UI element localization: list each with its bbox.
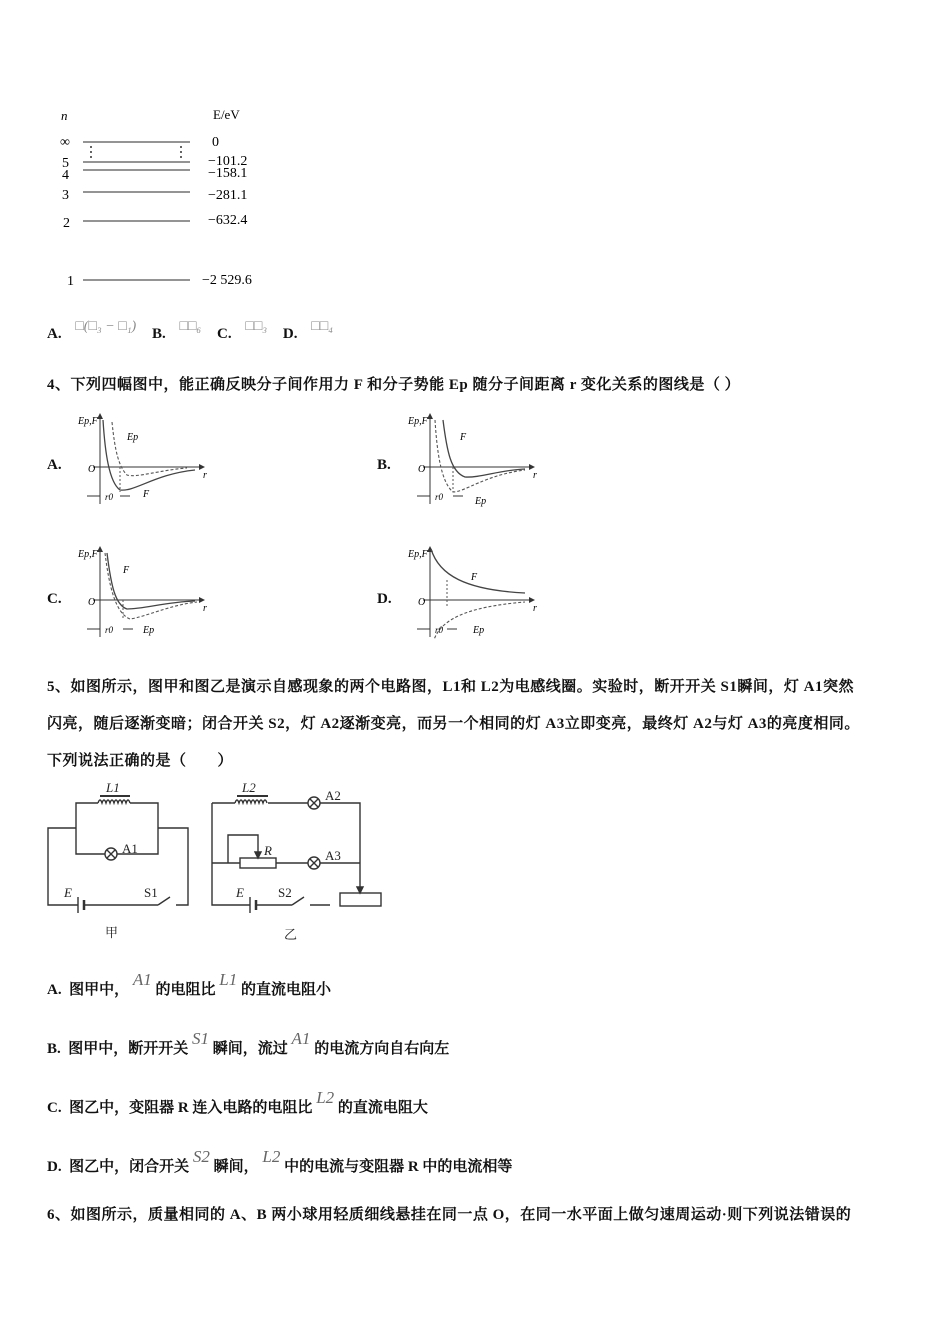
q3-option-c-label[interactable]: C. bbox=[217, 326, 232, 342]
math-L2: L2 bbox=[316, 1088, 335, 1107]
y-axis-label: Ep,F bbox=[408, 416, 428, 427]
label-A3: A3 bbox=[325, 848, 341, 863]
option-text: 的直流电阻大 bbox=[337, 1100, 428, 1116]
n-axis-label: n bbox=[61, 108, 68, 123]
q4-option-b-label[interactable]: B. bbox=[377, 457, 391, 473]
origin-label: O bbox=[88, 597, 96, 608]
option-text: 的电阻比 bbox=[155, 982, 216, 998]
level-energy: −632.4 bbox=[208, 213, 248, 228]
q5-option-c[interactable] bbox=[47, 1088, 428, 1117]
q3-option-c-text: □□₃ bbox=[245, 319, 268, 334]
y-axis-label: Ep,F bbox=[78, 549, 98, 560]
level-n: ∞ bbox=[60, 135, 70, 150]
q3-option-a-text: □(□₃ − □₁) bbox=[75, 319, 137, 334]
force-curve bbox=[431, 549, 525, 593]
option-text: 瞬间，流过 bbox=[212, 1041, 288, 1057]
question-5-line-3: 下列说法正确的是（ ） bbox=[47, 753, 234, 769]
Ep-label: Ep bbox=[473, 625, 485, 636]
level-energy: 0 bbox=[212, 135, 219, 150]
question-4-stem: 4、下列四幅图中，能正确反映分子间作用力 F 和分子势能 Ep 随分子间距离 r 变化关系的图线是（ ） bbox=[47, 377, 741, 393]
option-text: 图甲中，断开开关 bbox=[68, 1041, 189, 1057]
force-curve bbox=[443, 420, 525, 477]
r0-label: r0 bbox=[105, 625, 114, 635]
math-A1: A1 bbox=[291, 1029, 311, 1048]
option-text: 图甲中， bbox=[69, 982, 130, 998]
x-axis-label: r bbox=[203, 470, 207, 481]
origin-label: O bbox=[88, 464, 96, 475]
y-axis-arrow bbox=[427, 413, 433, 419]
q3-option-d-label[interactable]: D. bbox=[282, 326, 298, 342]
graph-a bbox=[75, 412, 210, 507]
x-axis-label: r bbox=[203, 603, 207, 614]
r0-label: r0 bbox=[105, 492, 114, 502]
level-energy: −281.1 bbox=[208, 188, 248, 203]
graph-b bbox=[405, 412, 540, 507]
q4-option-c-label[interactable]: C. bbox=[47, 591, 62, 607]
option-text: 图乙中，变阻器 R 连入电路的电阻比 bbox=[69, 1100, 313, 1116]
y-axis-arrow bbox=[97, 546, 103, 552]
Ep-label: Ep bbox=[475, 496, 487, 507]
level-energy: −2 529.6 bbox=[202, 273, 252, 288]
x-axis-label: r bbox=[533, 470, 537, 481]
graph-c bbox=[75, 545, 210, 640]
x-axis-label: r bbox=[533, 603, 537, 614]
force-curve bbox=[107, 553, 195, 609]
origin-label: O bbox=[418, 464, 426, 475]
y-axis-label: Ep,F bbox=[78, 416, 98, 427]
option-label: A. bbox=[47, 982, 62, 998]
question-5-line-1: 5、如图所示，图甲和图乙是演示自感现象的两个电路图，L1和 L2为电感线圈。实验时，断开开关 S1瞬间，灯 A1突然 bbox=[47, 679, 854, 695]
energy-level-diagram bbox=[45, 100, 285, 295]
Ep-label: Ep bbox=[127, 432, 139, 443]
label-E: E bbox=[64, 885, 72, 900]
level-energy: −101.2 bbox=[208, 154, 248, 169]
energy-axis-label: E/eV bbox=[213, 107, 240, 122]
F-label: F bbox=[143, 489, 150, 500]
option-text: 中的电流与变阻器 R 中的电流相等 bbox=[284, 1159, 513, 1175]
math-L1: L1 bbox=[219, 970, 238, 989]
force-curve bbox=[103, 420, 195, 490]
q3-option-d-text: □□₄ bbox=[311, 319, 334, 334]
F-label: F bbox=[460, 432, 467, 443]
label-jia: 甲 bbox=[105, 925, 119, 940]
y-axis-label: Ep,F bbox=[408, 549, 428, 560]
option-text: 的直流电阻小 bbox=[240, 982, 331, 998]
label-R: R bbox=[264, 843, 272, 858]
math-S2: S2 bbox=[192, 1147, 210, 1166]
option-label: C. bbox=[47, 1100, 62, 1116]
label-yi: 乙 bbox=[284, 927, 298, 942]
label-S2: S2 bbox=[278, 885, 292, 900]
q4-option-d-label[interactable]: D. bbox=[377, 591, 392, 607]
level-n: 1 bbox=[67, 274, 74, 289]
option-label: D. bbox=[47, 1159, 62, 1175]
label-E2: E bbox=[236, 885, 244, 900]
q3-option-a-label[interactable]: A. bbox=[47, 326, 62, 342]
q5-option-a[interactable] bbox=[47, 970, 331, 999]
F-label: F bbox=[471, 572, 478, 583]
q3-options bbox=[47, 319, 334, 343]
r0-label: r0 bbox=[435, 625, 444, 635]
question-5-line-2: 闪亮，随后逐渐变暗；闭合开关 S2，灯 A2逐渐变亮，而另一个相同的灯 A3立即变亮，最终灯 A2与灯 A3的亮度相同。 bbox=[47, 716, 860, 732]
potential-energy-curve bbox=[105, 553, 197, 619]
q3-option-b-text: □□₆ bbox=[179, 319, 202, 334]
option-label: B. bbox=[47, 1041, 61, 1057]
level-n: 2 bbox=[63, 216, 70, 231]
option-text: 的电流方向自右向左 bbox=[314, 1041, 450, 1057]
y-axis-arrow bbox=[97, 413, 103, 419]
math-L2: L2 bbox=[262, 1147, 281, 1166]
label-S1: S1 bbox=[144, 885, 158, 900]
option-text: 图乙中，闭合开关 bbox=[69, 1159, 190, 1175]
q3-option-b-label[interactable]: B. bbox=[151, 326, 166, 342]
label-L1: L1 bbox=[106, 780, 120, 795]
label-L2: L2 bbox=[242, 780, 256, 795]
math-S1: S1 bbox=[192, 1029, 210, 1048]
option-text: 瞬间， bbox=[213, 1159, 259, 1175]
q5-option-b[interactable] bbox=[47, 1029, 450, 1058]
origin-label: O bbox=[418, 597, 426, 608]
graph-d bbox=[405, 545, 540, 640]
label-A1: A1 bbox=[122, 841, 138, 856]
F-label: F bbox=[123, 565, 130, 576]
level-n: 5 bbox=[62, 156, 69, 171]
q5-option-d[interactable] bbox=[47, 1147, 513, 1176]
level-energy: −158.1 bbox=[208, 166, 248, 181]
math-A1: A1 bbox=[132, 970, 152, 989]
Ep-label: Ep bbox=[143, 625, 155, 636]
question-6-line-1: 6、如图所示，质量相同的 A、B 两小球用轻质细线悬挂在同一点 O，在同一水平面上做匀速周运动·则下列说法错误的 bbox=[47, 1207, 852, 1223]
label-A2: A2 bbox=[325, 788, 341, 803]
potential-energy-curve bbox=[112, 422, 187, 476]
q4-option-a-label[interactable]: A. bbox=[47, 457, 62, 473]
level-n: 4 bbox=[62, 168, 69, 183]
level-n: 3 bbox=[62, 188, 69, 203]
circuit-diagrams bbox=[40, 775, 390, 945]
r0-label: r0 bbox=[435, 492, 444, 502]
potential-energy-curve bbox=[435, 420, 525, 492]
